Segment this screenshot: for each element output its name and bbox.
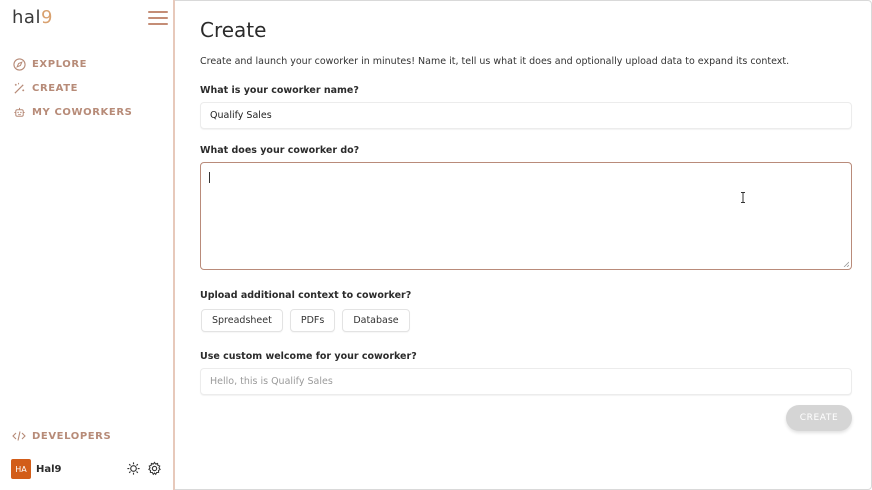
welcome-message-input[interactable] — [200, 368, 852, 395]
upload-pdfs-button[interactable]: PDFs — [290, 309, 335, 332]
upload-label: Upload additional context to coworker? — [200, 290, 412, 301]
magic-wand-icon — [12, 81, 26, 95]
page-title: Create — [200, 18, 267, 42]
upload-database-button[interactable]: Database — [342, 309, 409, 332]
sidebar-nav — [12, 52, 132, 124]
page-subtitle: Create and launch your coworker in minutes! Name it, tell us what it does and optionally upload data to expand its context. — [200, 56, 790, 67]
sidebar-item-label: EXPLORE — [32, 58, 88, 70]
logo-text: hal — [12, 7, 41, 28]
description-label: What does your coworker do? — [200, 145, 360, 156]
sidebar-item-explore[interactable] — [12, 52, 132, 76]
welcome-label: Use custom welcome for your coworker? — [200, 351, 417, 362]
code-icon — [12, 429, 26, 443]
sun-icon[interactable] — [126, 461, 141, 476]
hamburger-menu-icon[interactable] — [148, 11, 168, 25]
compass-icon — [12, 57, 26, 71]
avatar[interactable]: HA — [11, 459, 31, 479]
sidebar-item-create[interactable] — [12, 76, 132, 100]
sidebar — [0, 0, 175, 490]
text-cursor-icon — [740, 192, 746, 203]
user-panel — [11, 459, 166, 479]
sidebar-item-label: CREATE — [32, 82, 79, 94]
upload-spreadsheet-button[interactable]: Spreadsheet — [201, 309, 283, 332]
sidebar-item-label: DEVELOPERS — [32, 430, 112, 442]
sidebar-item-developers[interactable] — [12, 424, 111, 448]
name-label: What is your coworker name? — [200, 85, 359, 96]
logo-accent: 9 — [40, 7, 53, 28]
text-caret — [209, 172, 210, 183]
logo[interactable] — [12, 7, 53, 28]
sidebar-item-my-coworkers[interactable] — [12, 100, 132, 124]
user-name: Hal9 — [36, 463, 62, 475]
resize-handle-icon[interactable] — [843, 261, 849, 267]
user-actions — [126, 461, 162, 476]
sidebar-developers — [12, 424, 111, 448]
coworker-description-textarea[interactable] — [200, 162, 852, 270]
welcome-placeholder: Hello, this is Qualify Sales — [210, 376, 333, 387]
sidebar-item-label: MY COWORKERS — [32, 106, 133, 118]
gear-icon[interactable] — [147, 461, 162, 476]
coworker-name-input[interactable] — [200, 102, 852, 129]
upload-options — [201, 309, 410, 332]
create-button[interactable]: CREATE — [786, 405, 852, 431]
robot-icon — [12, 105, 26, 119]
coworker-name-value: Qualify Sales — [210, 110, 272, 121]
